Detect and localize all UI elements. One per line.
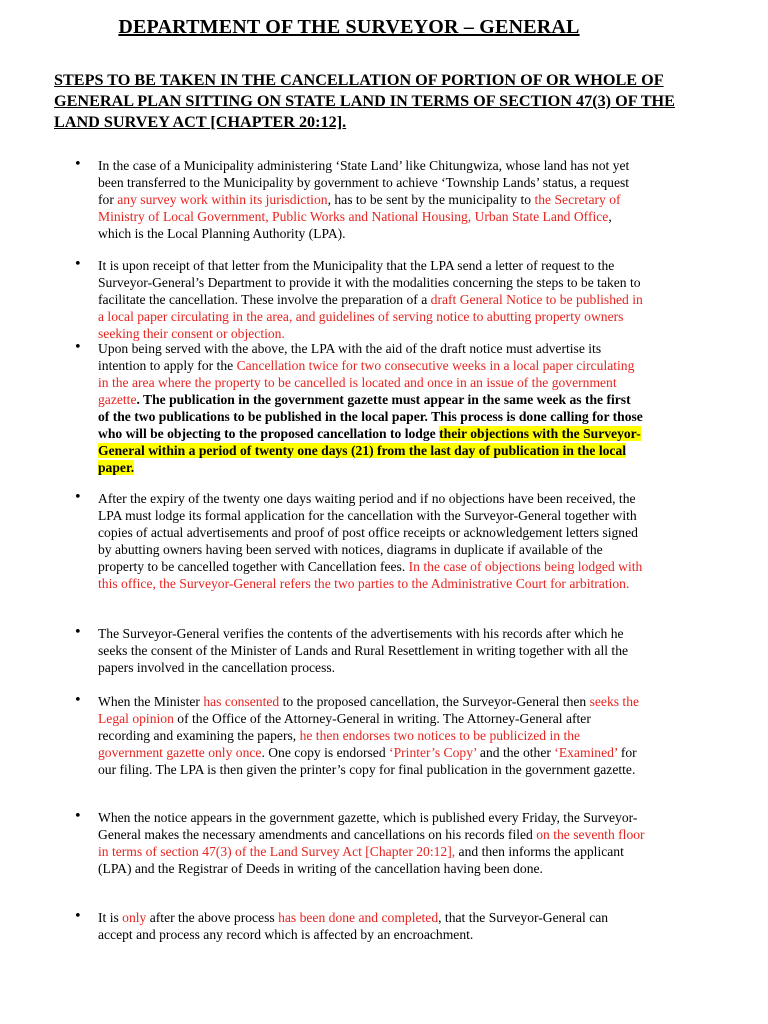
step-text-run: After the expiry of the twenty one days waiting period and if no objections have been received, the LPA must lodge its formal application for the cancellation with the Surveyor-General together with copies of actual advertisements and proof of post office receipts or acknowledgement letters signed by abutting owners having been served with notices, diagrams in duplicate if available of the property to be cancelled together with Cancellation fees. bbox=[98, 491, 638, 574]
step-text-red-run: has consented bbox=[203, 694, 280, 709]
step-text-run: When the Minister bbox=[98, 694, 204, 709]
step-text-run: of the Office of the Attorney-General in writing. The Attorney-General after recording and examining the papers, bbox=[98, 711, 591, 743]
step-text-run: It is upon receipt of that letter from the Municipality that the LPA send a letter of request to the Surveyor-General’s Department to provide it with the modalities concerning the steps to be taken to facilitate the cancellation. These involve the preparation of a bbox=[98, 258, 641, 307]
step-text-run: and the other bbox=[476, 745, 555, 760]
step-text-red-run: on the seventh floor in terms of section 47(3) of the Land Survey Act [Chapter 20:12], bbox=[98, 827, 645, 859]
step-text-red-run: draft General Notice to be published in a local paper circulating in the area, and guidelines of serving notice to abutting property owners seeking their consent or objection. bbox=[98, 292, 643, 341]
step-text-run: , which is the Local Planning Authority (LPA). bbox=[98, 209, 612, 241]
step-text-highlight-run: their objections with the Surveyor-General within a period of twenty one days (21) from the last day of publication in the local paper. bbox=[98, 426, 641, 475]
step-text bbox=[98, 625, 645, 676]
step-text-run: In the case of a Municipality administering ‘State Land’ like Chitungwiza, whose land has not yet been transferred to the Municipality by government to achieve ‘Township Lands’ status, a request for bbox=[98, 158, 630, 207]
step-text-run: for our filing. The LPA is then given the printer’s copy for final publication in the government gazette. bbox=[98, 745, 637, 777]
bullet-icon: • bbox=[74, 625, 82, 640]
step-text-run: and then informs the applicant (LPA) and the Registrar of Deeds in writing of the cancellation having been done. bbox=[98, 844, 624, 876]
step-text-run: . One copy is endorsed bbox=[261, 745, 390, 760]
step-text-run: It is bbox=[98, 910, 123, 925]
step-text bbox=[98, 909, 645, 943]
step-text-red-run: the Secretary of Ministry of Local Government, Public Works and National Housing, Urban State Land Office bbox=[98, 192, 621, 224]
bullet-icon: • bbox=[74, 157, 82, 172]
step-text-red-run: has been done and completed bbox=[278, 910, 439, 925]
step-text-run: to the proposed cancellation, the Surveyor-General then bbox=[279, 694, 590, 709]
page-title: DEPARTMENT OF THE SURVEYOR – GENERAL bbox=[118, 16, 580, 38]
step-text bbox=[98, 809, 645, 877]
step-text-red-run: seeks the Legal opinion bbox=[98, 694, 640, 726]
step-text-run: , has to be sent by the municipality to bbox=[327, 192, 535, 207]
step-text-run: , that the Surveyor-General can accept and process any record which is affected by an encroachment. bbox=[98, 910, 609, 942]
step-text-bold-run: . The publication in the government gazette must appear in the same week as the first of the two publications to be published in the local paper. This process is done calling for those who will be objecting to the proposed cancellation to lodge bbox=[98, 392, 643, 441]
step-text-red-run: In the case of objections being lodged with this office, the Surveyor-General refers the two parties to the Administrative Court for arbitration. bbox=[98, 559, 643, 591]
step-text bbox=[98, 157, 645, 242]
document-subtitle: STEPS TO BE TAKEN IN THE CANCELLATION OF PORTION OF OR WHOLE OF GENERAL PLAN SITTING ON STATE LAND IN TERMS OF SECTION 47(3) OF THE LAND SURVEY ACT [CHAPTER 20:12]. bbox=[54, 71, 675, 131]
step-text-red-run: ‘Printer’s Copy’ bbox=[389, 745, 477, 760]
bullet-icon: • bbox=[74, 809, 82, 824]
step-text-red-run: any survey work within its jurisdiction bbox=[117, 192, 328, 207]
step-text bbox=[98, 257, 645, 342]
step-text bbox=[98, 490, 645, 592]
bullet-icon: • bbox=[74, 490, 82, 505]
bullet-icon: • bbox=[74, 909, 82, 924]
step-text-run: The Surveyor-General verifies the contents of the advertisements with his records after which he seeks the consent of the Minister of Lands and Rural Resettlement in writing together with all the papers involved in the cancellation process. bbox=[98, 626, 629, 675]
step-text-red-run: ‘Examined’ bbox=[554, 745, 618, 760]
step-text-red-run: only bbox=[122, 910, 147, 925]
step-text bbox=[98, 693, 645, 778]
step-text-red-run: Cancellation twice for two consecutive weeks in a local paper circulating in the area where the property to be cancelled is located and once in an issue of the government gazette bbox=[98, 358, 635, 407]
bullet-icon: • bbox=[74, 693, 82, 708]
bullet-icon: • bbox=[74, 257, 82, 272]
step-text-run: Upon being served with the above, the LPA with the aid of the draft notice must advertise its intention to apply for the bbox=[98, 341, 602, 373]
step-text bbox=[98, 340, 645, 476]
step-text-run: When the notice appears in the government gazette, which is published every Friday, the Surveyor-General makes the necessary amendments and cancellations on his records filed bbox=[98, 810, 638, 842]
bullet-icon: • bbox=[74, 340, 82, 355]
step-text-red-run: he then endorses two notices to be publicized in the government gazette only once bbox=[98, 728, 581, 760]
step-text-run: after the above process bbox=[146, 910, 279, 925]
